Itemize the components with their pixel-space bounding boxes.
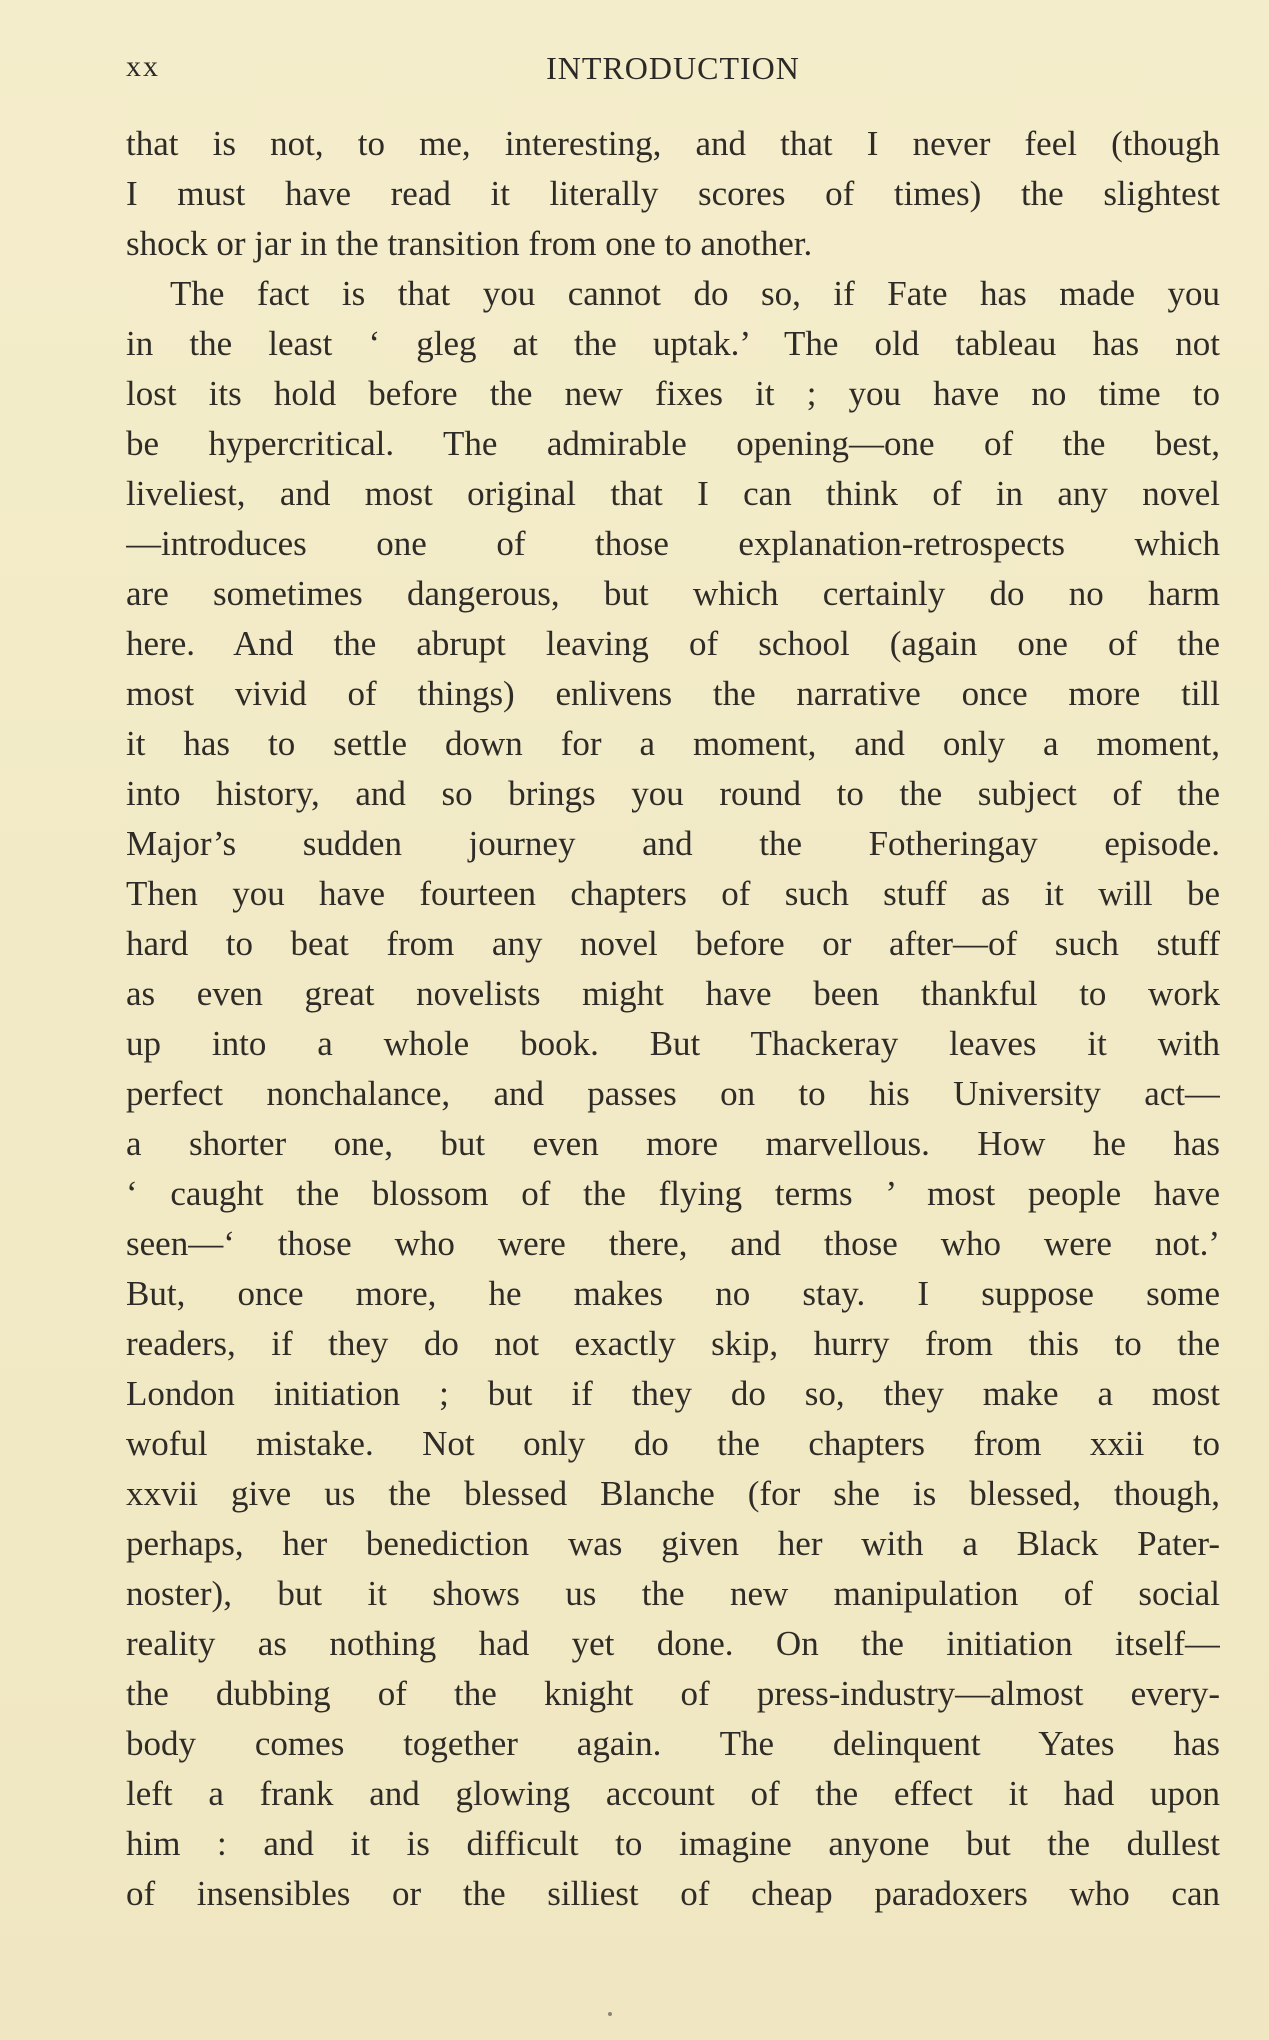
text-line: in the least ‘ gleg at the uptak.’ The old tableau has not <box>126 324 1220 363</box>
text-line: a shorter one, but even more marvellous. How he has <box>126 1124 1220 1163</box>
text-line: perfect nonchalance, and passes on to his University act— <box>126 1074 1220 1113</box>
text-line: as even great novelists might have been thankful to work <box>126 974 1220 1013</box>
text-line: xxvii give us the blessed Blanche (for she is blessed, though, <box>126 1474 1220 1513</box>
text-line: up into a whole book. But Thackeray leaves it with <box>126 1024 1220 1063</box>
text-line: woful mistake. Not only do the chapters from xxii to <box>126 1424 1220 1463</box>
text-line: here. And the abrupt leaving of school (again one of the <box>126 624 1220 663</box>
text-line: that is not, to me, interesting, and that I never feel (though <box>126 124 1220 163</box>
text-line: shock or jar in the transition from one to another. <box>126 224 813 263</box>
text-line: it has to settle down for a moment, and only a moment, <box>126 724 1220 763</box>
text-line: seen—‘ those who were there, and those who were not.’ <box>126 1224 1220 1263</box>
text-line: I must have read it literally scores of times) the slightest <box>126 174 1220 213</box>
text-line: The fact is that you cannot do so, if Fate has made you <box>170 274 1220 313</box>
paper-speck <box>608 2012 612 2016</box>
text-line: hard to beat from any novel before or after—of such stuff <box>126 924 1220 963</box>
text-line: liveliest, and most original that I can think of in any novel <box>126 474 1220 513</box>
text-line: left a frank and glowing account of the effect it had upon <box>126 1774 1220 1813</box>
text-line: perhaps, her benediction was given her with a Black Pater- <box>126 1524 1220 1563</box>
text-line: reality as nothing had yet done. On the initiation itself— <box>126 1624 1220 1663</box>
text-line: be hypercritical. The admirable opening—one of the best, <box>126 424 1220 463</box>
text-line: him : and it is difficult to imagine anyone but the dullest <box>126 1824 1220 1863</box>
text-line: are sometimes dangerous, but which certainly do no harm <box>126 574 1220 613</box>
text-line: body comes together again. The delinquent Yates has <box>126 1724 1220 1763</box>
text-line: most vivid of things) enlivens the narrative once more till <box>126 674 1220 713</box>
page-header <box>126 50 1220 90</box>
text-line: But, once more, he makes no stay. I suppose some <box>126 1274 1220 1313</box>
text-line: lost its hold before the new fixes it ; you have no time to <box>126 374 1220 413</box>
text-line: Then you have fourteen chapters of such stuff as it will be <box>126 874 1220 913</box>
text-line: into history, and so brings you round to the subject of the <box>126 774 1220 813</box>
running-head: INTRODUCTION <box>546 50 800 86</box>
text-line: the dubbing of the knight of press-industry—almost every- <box>126 1674 1220 1713</box>
text-line: readers, if they do not exactly skip, hurry from this to the <box>126 1324 1220 1363</box>
text-line: Major’s sudden journey and the Fotheringay episode. <box>126 824 1220 863</box>
text-line: noster), but it shows us the new manipulation of social <box>126 1574 1220 1613</box>
body-text <box>126 119 1220 1919</box>
text-line: of insensibles or the silliest of cheap paradoxers who can <box>126 1874 1220 1913</box>
text-line: ‘ caught the blossom of the flying terms ’ most people have <box>126 1174 1220 1213</box>
page-number: xx <box>126 50 160 83</box>
text-line: —introduces one of those explanation-retrospects which <box>126 524 1220 563</box>
text-line: London initiation ; but if they do so, they make a most <box>126 1374 1220 1413</box>
